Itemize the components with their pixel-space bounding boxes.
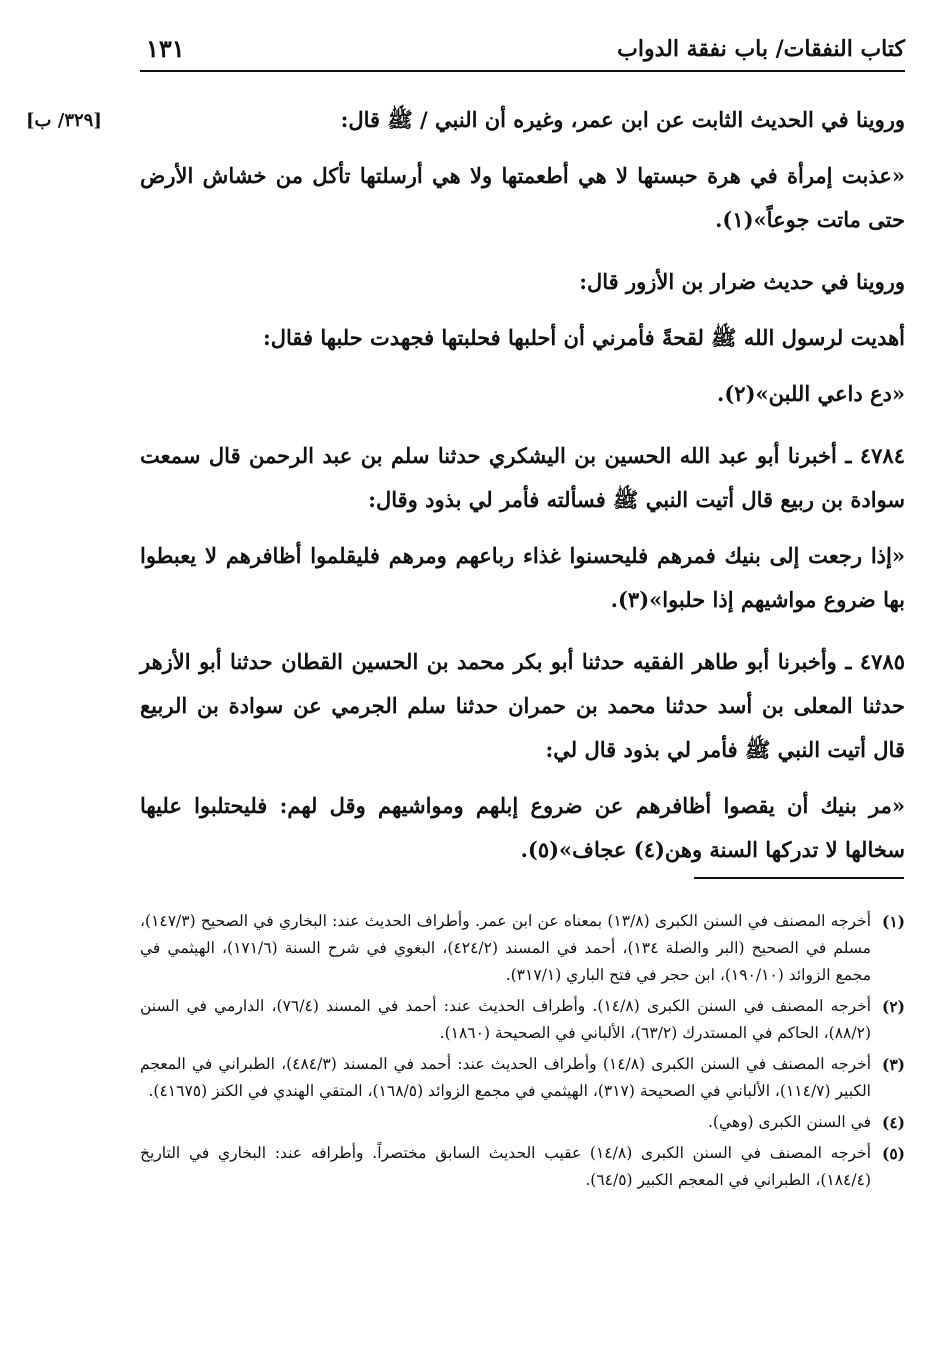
paragraph: «إذا رجعت إلى بنيك فمرهم فليحسنوا غذاء رباعهم ومرهم فليقلموا أظافرهم لا يعبطوا بها ضروع مواشيهم إذا حلبوا»(٣).: [140, 543, 905, 612]
paragraph: ٤٧٨٥ ـ وأخبرنا أبو طاهر الفقيه حدثنا أبو بكر محمد بن الحسين القطان حدثنا أبو الأزهر حدثنا المعلى بن أسد حدثنا محمد بن حمران حدثنا سلم الجرمي عن سوادة بن الربيع قال أتيت النبي ﷺ فأمر لي بذود قال لي:: [140, 649, 905, 762]
page-header: [140, 30, 905, 72]
paragraph: وروينا في حديث ضرار بن الأزور قال:: [579, 269, 905, 294]
paragraph: «عذبت إمرأة في هرة حبستها لا هي أطعمتها ولا هي أرسلتها تأكل من خشاش الأرض حتى ماتت جوعاً»(١).: [140, 163, 905, 232]
footnote-separator: [694, 877, 904, 879]
footnote-number: (٢): [881, 997, 905, 1016]
paragraph: ٤٧٨٤ ـ أخبرنا أبو عبد الله الحسين بن اليشكري حدثنا سلم بن عبد الرحمن قال سمعت سوادة بن ربيع قال أتيت النبي ﷺ فسألته فأمر لي بذود وقال:: [140, 443, 905, 512]
footnote-text: أخرجه المصنف في السنن الكبرى (١٣/٨) بمعناه عن ابن عمر. وأطراف الحديث عند: البخاري في الصحيح (١٤٧/٣)، مسلم في الصحيح (البر والصلة ١٣٤)، أحمد في المسند (٤٢٤/٢)، البغوي في شرح السنة (١٧١/٦)، الهيثمي في مجمع الزوائد (١٩٠/١٠)، ابن حجر في فتح الباري (٣١٧/١).: [140, 912, 872, 984]
folio-marker: [٣٢٩/ ب]: [26, 110, 102, 131]
page-number: ١٣١: [146, 34, 185, 63]
footnote-number: (١): [881, 912, 905, 931]
footnote: [140, 1109, 905, 1136]
paragraph: «مر بنيك أن يقصوا أظافرهم عن ضروع إبلهم ومواشيهم وقل لهم: فليحتلبوا عليها سخالها لا تدركها السنة وهن(٤) عجاف»(٥).: [140, 793, 905, 862]
paragraph: وروينا في الحديث الثابت عن ابن عمر، وغيره أن النبي / ﷺ قال:: [340, 107, 905, 132]
footnote: [140, 993, 905, 1047]
footnote-number: (٣): [881, 1055, 905, 1074]
paragraph: «دع داعي اللبن»(٢).: [717, 381, 905, 406]
footnote-number: (٤): [881, 1113, 905, 1132]
footnote-number: (٥): [881, 1144, 905, 1163]
running-title: كتاب النفقات/ باب نفقة الدواب: [617, 36, 905, 62]
footnote-text: أخرجه المصنف في السنن الكبرى (١٤/٨) وأطراف الحديث عند: أحمد في المسند (٤٨٤/٣)، الطبراني في المعجم الكبير (١١٤/٧)، الألباني في الصحيحة (٣١٧)، الهيثمي في مجمع الزوائد (١٦٨/٥)، المتقي الهندي في الكنز (٤١٦٧٥).: [140, 1055, 872, 1100]
footnote-text: أخرجه المصنف في السنن الكبرى (١٤/٨). وأطراف الحديث عند: أحمد في المسند (٧٦/٤)، الدارمي في السنن (٨٨/٢)، الحاكم في المستدرك (٦٣/٢)، الألباني في الصحيحة (١٨٦٠).: [140, 997, 872, 1042]
paragraph: أهديت لرسول الله ﷺ لقحةً فأمرني أن أحلبها فحلبتها فجهدت حلبها فقال:: [263, 325, 905, 350]
footnotes: [140, 908, 905, 1198]
footnote-text: في السنن الكبرى (وهي).: [708, 1113, 871, 1131]
footnote: [140, 908, 905, 989]
footnote: [140, 1140, 905, 1194]
main-text: [140, 98, 905, 884]
footnote-text: أخرجه المصنف في السنن الكبرى (١٤/٨) عقيب الحديث السابق مختصراً. وأطرافه عند: البخاري في التاريخ (١٨٤/٤)، الطبراني في المعجم الكبير (٦٤/٥).: [140, 1144, 872, 1189]
footnote: [140, 1051, 905, 1105]
